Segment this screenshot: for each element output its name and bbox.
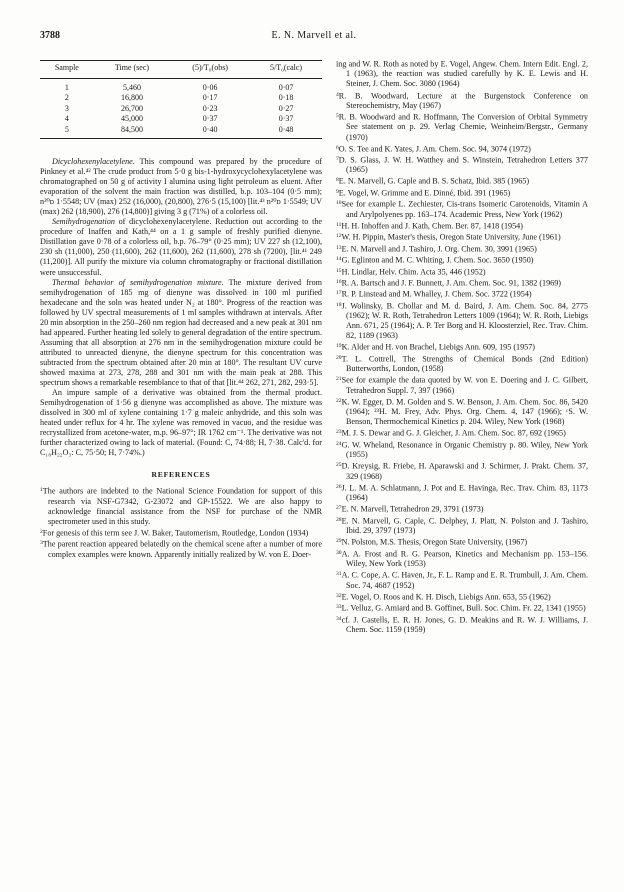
reference-item bbox=[336, 614, 588, 635]
reference-text: K. W. Egger, D. M. Golden and S. W. Benson, J. Am. Chem. Soc. 86, 5420 (1964); ²³H. M. Frey, Adv. Phys. Org. Chem. 4, 147 (1966); ᶜS. W. Benson, Thermochemical Kinetics p. 204. Wiley, New York (1968) bbox=[341, 397, 588, 427]
reference-number: 32 bbox=[336, 592, 342, 599]
table-cell: 0·37 bbox=[278, 114, 294, 123]
reference-text: E. N. Marvell, G. Caple and B. S. Schatz, Ibid. 385 (1965) bbox=[338, 176, 530, 186]
table-cell: 26,700 bbox=[120, 103, 143, 113]
reference-number: 8 bbox=[336, 177, 339, 184]
reference-number: 20 bbox=[336, 354, 342, 361]
reference-number: 22 bbox=[336, 397, 342, 404]
left-column bbox=[40, 58, 322, 560]
table-cell: 84,500 bbox=[94, 125, 170, 139]
reference-item bbox=[336, 548, 588, 569]
reference-text: O. S. Tee and K. Yates, J. Am. Chem. Soc. 94, 3074 (1972) bbox=[338, 143, 531, 153]
reference-item bbox=[336, 266, 588, 277]
reference-text: J. Wolinsky, B. Chollar and M. d. Baird, J. Am. Chem. Soc. 84, 2775 (1962); W. R. Roth, Tetrahedron Letters 1009 (1964); W. R. Roth, Liebigs Ann. 671, 25 (1964); A. P. Ter Borg and H. Kloosterziel, Rec. Trav. Chim. 82, 1189 (1963) bbox=[341, 301, 588, 341]
reference-number: 11 bbox=[336, 221, 342, 228]
table-cell: 45,000 bbox=[120, 114, 143, 123]
reference-item bbox=[336, 143, 588, 154]
reference-text: See for example the data quoted by W. von E. Doering and J. C. Gilbert, Tetrahedron Suppl. 7, 397 (1966) bbox=[341, 375, 588, 395]
paragraph-text: An impure sample of a derivative was obtained from the thermal product. Semihydrogenation of 1·56 g dienyne was accomplished as above. The mixture was dissolved in 300 ml of xylene containing 1·7 g maleic anhydride, and this soln was heated under reflux for 4 hr. The xylene was removed in vacuo, and the residue was recrystallized from acetone-water, m.p. 96–97°; IR 1762 cm⁻¹. The derivative was not further characterized owing to lack of material. (Found: C, 74·88; H, 7·38. Calc'd. for C₁₈H₂₂O₃: C, 75·50; H, 7·74%.) bbox=[40, 388, 322, 458]
table-cell: 0·06 bbox=[202, 82, 218, 92]
reference-item bbox=[40, 485, 322, 527]
reference-number: 9 bbox=[336, 188, 339, 195]
reference-number: 29 bbox=[336, 538, 342, 545]
reference-text: N. Polston, M.S. Thesis, Oregon State University, (1967) bbox=[341, 537, 528, 547]
reference-number: 6 bbox=[336, 144, 339, 151]
reference-text: D. Kreysig, R. Friebe, H. Aparawski and J. Schirmer, J. Prakt. Chem. 37, 329 (1968) bbox=[341, 461, 588, 481]
paragraph-title: Thermal behavior of semihydrogenation mixture. bbox=[52, 277, 224, 287]
reference-text: The authors are indebted to the National Science Foundation for support of this research via NSF-G7342, G-23072 and GP-15522. We are also happy to acknowledge financial assistance from the NSF for purchase of the NMR spectrometer used in this study. bbox=[42, 486, 322, 526]
reference-item bbox=[336, 254, 588, 265]
reference-number: 17 bbox=[336, 290, 342, 297]
references-list-right bbox=[336, 58, 588, 635]
reference-text: E. N. Marvell and J. Tashiro, J. Org. Chem. 30, 3991 (1965) bbox=[341, 244, 537, 254]
references-heading: REFERENCES bbox=[151, 470, 211, 480]
reference-text: J. L. M. A. Schlatmann, J. Pot and E. Havinga, Rec. Trav. Chim. 83, 1173 (1964) bbox=[341, 483, 588, 503]
reference-number: 10 bbox=[336, 200, 342, 207]
reference-item bbox=[336, 277, 588, 288]
reference-number: 12 bbox=[336, 233, 342, 240]
reference-item bbox=[336, 396, 588, 428]
table-row bbox=[40, 125, 322, 139]
table-cell: 16,800 bbox=[120, 93, 143, 102]
table-row bbox=[40, 114, 322, 125]
paragraph bbox=[40, 217, 322, 277]
reference-item bbox=[336, 198, 588, 219]
reference-text: G. Eglinton and M. C. Whiting, J. Chem. Soc. 3650 (1950) bbox=[341, 255, 534, 265]
reference-item bbox=[40, 527, 322, 538]
table-header-cell: 5/T₀(calc) bbox=[250, 61, 322, 79]
paragraph bbox=[40, 157, 322, 217]
reference-number: 30 bbox=[336, 549, 342, 556]
reference-item bbox=[336, 503, 588, 514]
experimental-section bbox=[40, 157, 322, 458]
reference-item bbox=[336, 353, 588, 374]
page-header bbox=[40, 30, 588, 44]
reference-item bbox=[40, 538, 322, 559]
reference-item bbox=[336, 515, 588, 536]
table-cell: 0·07 bbox=[278, 82, 294, 92]
reference-number: 19 bbox=[336, 343, 342, 350]
table-row bbox=[40, 104, 322, 115]
reference-number: 16 bbox=[336, 279, 342, 286]
reference-text: W. H. Pippin, Master's thesis, Oregon State University, June (1961) bbox=[341, 232, 561, 242]
table-row bbox=[40, 93, 322, 104]
reference-item bbox=[336, 374, 588, 395]
reference-text: A. C. Cope, A. C. Haven, Jr., F. L. Ramp and E. R. Trumbull, J. Am. Chem. Soc. 74, 4687 (1952) bbox=[341, 570, 588, 590]
reference-item bbox=[336, 569, 588, 590]
reference-number: 4 bbox=[336, 91, 339, 98]
table-cell: 5 bbox=[40, 125, 94, 139]
kinetics-table bbox=[40, 60, 322, 139]
reference-number: 21 bbox=[336, 376, 342, 383]
reference-text: For genesis of this term see J. W. Baker, Tautomerism, Routledge, London (1934) bbox=[42, 528, 309, 538]
table-header-cell: (5)/T₀(obs) bbox=[170, 61, 250, 79]
reference-item bbox=[336, 58, 588, 90]
table-cell: 3 bbox=[64, 103, 69, 113]
reference-number: 23 bbox=[336, 429, 342, 436]
table-cell: 0·37 bbox=[202, 114, 218, 123]
table-cell: 0·48 bbox=[250, 125, 322, 139]
reference-item bbox=[336, 175, 588, 186]
reference-item bbox=[336, 439, 588, 460]
paragraph-text: The mixture derived from semihydrogenation of 185 mg of dienyne was dissolved in 100 ml purified hexadecane and the soln was heated under N₂ at 180°. Progress of the reaction was followed by UV spectral measurements of 1 ml samples withdrawn at intervals. After 20 min absorption in the 250–260 nm region had decreased and a new peak at 301 nm had appeared. Further heating led solely to general degradation of the entire spectrum. Assuming that all absorption at 276 nm in the semihydrogenation mixture could be attributed to unreacted dienyne, the dienyne spectrum for this concentration was subtracted from the spectrum obtained after 20 min at 180°. The resultant UV curve showed maxima at 273, 278, 288 and 301 nm with the main peak at 288. This spectrum shows a remarkable resemblance to that of that [lit.⁴⁴ 262, 271, 282, 293·5]. bbox=[40, 277, 322, 388]
reference-item bbox=[336, 243, 588, 254]
reference-item bbox=[336, 187, 588, 198]
reference-item bbox=[336, 602, 588, 613]
reference-item bbox=[336, 90, 588, 111]
reference-number: 5 bbox=[336, 113, 339, 120]
paragraph-text: This compound was prepared by the procedure of Pinkney et al.⁴² The crude product from 5·0 g bis-1-hydroxycyclohexylacetylene was chromatographed on 50 g of activity I alumina using light petroleum as eluent. After evaporation of the solvent the main fraction was distilled, b.p. 103–104 (0·5 mm); n²⁰ᴅ 1·5548; UV (max) 252 (16,000), (20,800), 276·5 (15,100) [lit.⁴³ n²⁰ᴅ 1·5549; UV (max) 262 (18,900), 276 (14,800)] giving 3 g (71%) of a colorless oil. bbox=[40, 157, 322, 217]
page-number: 3788 bbox=[40, 30, 60, 41]
reference-number: 7 bbox=[336, 155, 339, 162]
reference-number: 1 bbox=[40, 487, 43, 494]
right-column bbox=[336, 58, 588, 635]
reference-item bbox=[336, 231, 588, 242]
reference-number: 15 bbox=[336, 267, 342, 274]
reference-text: R. A. Bartsch and J. F. Bunnett, J. Am. Chem. Soc. 91, 1382 (1969) bbox=[341, 278, 561, 288]
reference-number: 13 bbox=[336, 244, 342, 251]
reference-item bbox=[336, 300, 588, 342]
reference-text: E. Vogel, O. Roos and K. H. Disch, Liebigs Ann. 653, 55 (1962) bbox=[341, 592, 551, 602]
reference-text: ing and W. R. Roth as noted by E. Vogel, Angew. Chem. Intern Edit. Engl. 2, 1 (1963), the reaction was studied carefully by K. E. Lewis and H. Steiner, J. Chem. Soc. 3080 (1964) bbox=[336, 59, 588, 89]
reference-text: G. W. Wheland, Resonance in Organic Chemistry p. 80. Wiley, New York (1955) bbox=[341, 440, 588, 460]
table-header-row bbox=[40, 61, 322, 79]
reference-text: R. B. Woodward and R. Hoffmann, The Conversion of Orbital Symmetry See statement on p. 29. Verlag Chemie, Weinheim/Bergstr., Germany (1970) bbox=[338, 112, 588, 142]
reference-text: cf. J. Castells, E. R. H. Jones, G. D. Meakins and R. W. J. Williams, J. Chem. Soc. 1159 (1959) bbox=[341, 614, 588, 634]
reference-text: T. L. Cottrell, The Strengths of Chemical Bonds (2nd Edition) Butterworths, London, (1958) bbox=[341, 354, 588, 374]
reference-number: 14 bbox=[336, 256, 342, 263]
reference-text: A. A. Frost and R. G. Pearson, Kinetics and Mechanism pp. 153–156. Wiley, New York (1953) bbox=[341, 549, 588, 569]
reference-item bbox=[336, 591, 588, 602]
reference-text: H. H. Inhoffen and J. Kath, Chem. Ber. 87, 1418 (1954) bbox=[341, 221, 523, 231]
reference-number: 18 bbox=[336, 301, 342, 308]
reference-number: 27 bbox=[336, 505, 342, 512]
table-cell: 0·40 bbox=[170, 125, 250, 139]
reference-number: 2 bbox=[40, 529, 43, 536]
table-cell: 2 bbox=[64, 93, 69, 102]
reference-item bbox=[336, 460, 588, 481]
reference-text: The parent reaction appeared belatedly on the chemical scene after a number of more complex examples were known. Apparently initially realized by W. von E. Doer- bbox=[42, 539, 322, 559]
reference-text: L. Velluz, G. Amiard and B. Goffinet, Bull. Soc. Chim. Fr. 22, 1341 (1955) bbox=[341, 603, 586, 613]
reference-text: D. S. Glass, J. W. H. Watthey and S. Winstein, Tetrahedron Letters 377 (1965) bbox=[338, 155, 588, 175]
reference-number: 3 bbox=[40, 540, 43, 547]
reference-text: K. Alder and H. von Brachel, Liebigs Ann. 609, 195 (1957) bbox=[341, 342, 535, 352]
table-header-cell: Sample bbox=[40, 61, 94, 79]
table-cell: 0·27 bbox=[278, 103, 294, 113]
reference-number: 24 bbox=[336, 440, 342, 447]
paragraph-text: of dicyclohexenylacetylene. Reduction out according to the procedure of Inaffen and Kath,⁴⁴ on a 1 g sample of freshly purified dienyne. Distillation gave 0·78 of a colorless oil, b.p. 76–79° (0·25 mm); UV 227 sh (12,100), 230 sh (11,000), 250 (11,600), 262 (11,600), 262 (11,600), 278 sh (7200), [lit.⁴¹ 249 (11,200)]. All purify the mixture via column chromatography or fractional distillation were unsuccessful. bbox=[40, 217, 322, 277]
reference-item bbox=[336, 427, 588, 438]
running-head-authors: E. N. Marvell et al. bbox=[271, 30, 357, 41]
reference-number: 33 bbox=[336, 604, 342, 611]
reference-item bbox=[336, 341, 588, 352]
table-cell: 4 bbox=[64, 114, 69, 123]
reference-number: 25 bbox=[336, 462, 342, 469]
paragraph-title: Semihydrogenation bbox=[52, 217, 115, 227]
reference-text: See for example L. Zechiester, Cis-trans Isomeric Carotenoids, Vitamin A and Arylpolyenes pp. 163–174. Academic Press, New York (1962) bbox=[341, 199, 588, 219]
reference-item bbox=[336, 288, 588, 299]
reference-item bbox=[336, 482, 588, 503]
table-cell: 0·23 bbox=[202, 103, 218, 113]
reference-text: M. J. S. Dewar and G. J. Gleicher, J. Am. Chem. Soc. 87, 692 (1965) bbox=[341, 428, 566, 438]
table-cell: 5,460 bbox=[122, 82, 141, 92]
reference-item bbox=[336, 536, 588, 547]
table-row bbox=[40, 78, 322, 93]
table-cell: 1 bbox=[64, 82, 69, 92]
reference-number: 26 bbox=[336, 483, 342, 490]
references-list-left bbox=[40, 485, 322, 560]
table-header-cell: Time (sec) bbox=[94, 61, 170, 79]
paragraph bbox=[40, 278, 322, 389]
reference-text: E. N. Marvell, Tetrahedron 29, 3791 (1973) bbox=[341, 504, 484, 514]
table-cell: 0·17 bbox=[202, 93, 218, 102]
reference-item bbox=[336, 220, 588, 231]
reference-number: 31 bbox=[336, 571, 342, 578]
reference-number: 28 bbox=[336, 516, 342, 523]
reference-item bbox=[336, 154, 588, 175]
reference-item bbox=[336, 111, 588, 143]
reference-number: 34 bbox=[336, 615, 342, 622]
reference-text: H. Lindlar, Helv. Chim. Acta 35, 446 (1952) bbox=[341, 266, 486, 276]
paragraph bbox=[40, 388, 322, 458]
paragraph-title: Dicyclohexenylacetylene. bbox=[52, 157, 135, 166]
reference-text: R. B. Woodward, Lecture at the Burgenstock Conference on Stereochemistry, May (1967) bbox=[338, 90, 588, 110]
reference-text: E. Vogel, W. Grimme and E. Dinné, Ibid. 391 (1965) bbox=[338, 188, 511, 198]
table-cell: 0·18 bbox=[278, 93, 294, 102]
reference-text: E. N. Marvell, G. Caple, C. Delphey, J. Platt, N. Polston and J. Tashiro, Ibid. 29, 3797 (1973) bbox=[341, 516, 588, 536]
reference-text: R. P. Linstead and M. Whalley, J. Chem. Soc. 3722 (1954) bbox=[341, 289, 532, 299]
